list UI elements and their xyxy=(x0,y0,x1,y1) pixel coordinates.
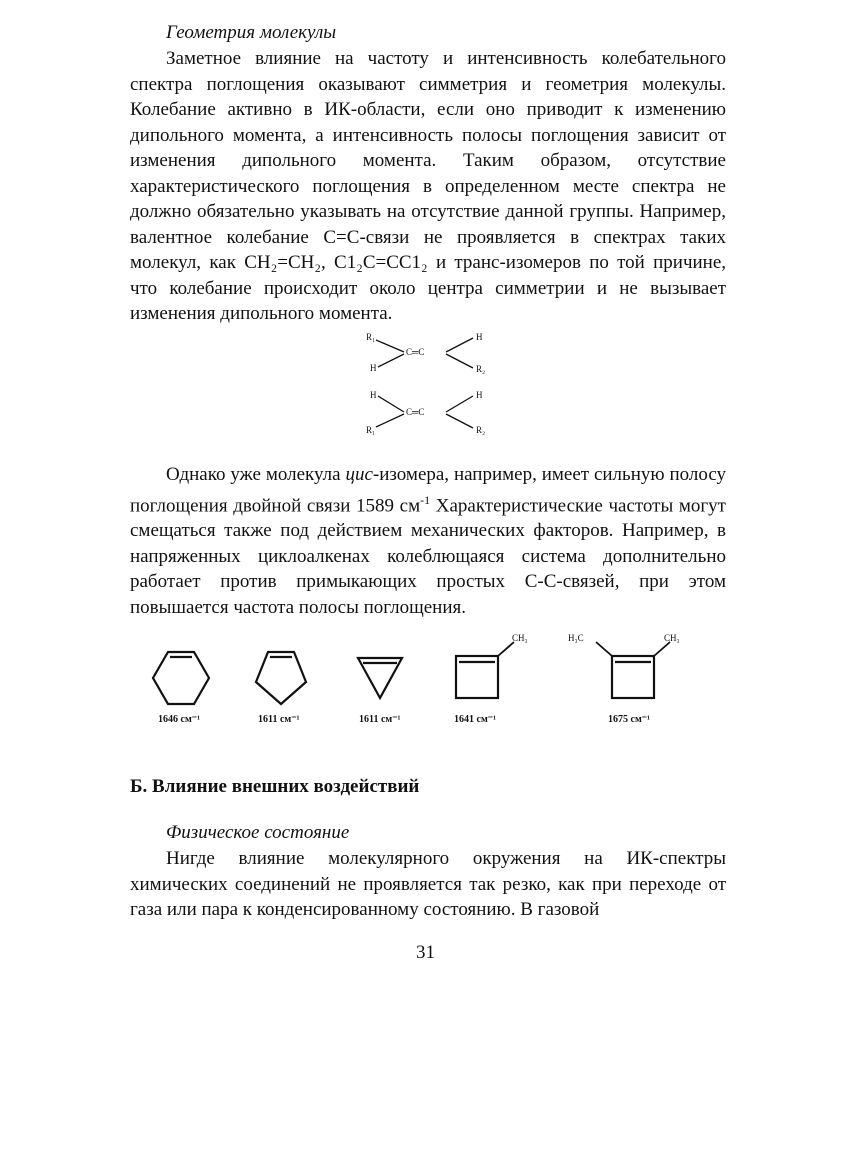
dimethylcyclobutene-h3c-label: H₃C xyxy=(568,633,584,643)
cyclohexene-structure xyxy=(153,652,209,725)
dimethylcyclobutene-ch3-label: CH₃ xyxy=(664,633,680,643)
isomer-bottom-r2-label: R₂ xyxy=(476,425,486,435)
isomer-top-h-right-label: H xyxy=(476,332,483,342)
paragraph-cis-isomer xyxy=(130,462,726,620)
paragraph-physical-state-text: Нигде влияние молекулярного окружения на ИК-спектры химических соединений не проявляется так резко, как при переходе от газа или пара к конденсированному состоянию. В газовой xyxy=(130,848,726,920)
cyclopropene-frequency-label: 1611 см⁻¹ xyxy=(359,714,401,725)
formula-ethylene: CH₂=CH₂, xyxy=(244,252,326,273)
isomer-bottom-h-left-label: H xyxy=(370,390,377,400)
isomer-top-r1-label: R₁ xyxy=(366,332,376,342)
isomer-bottom-h-right-label: H xyxy=(476,390,483,400)
section-title-geometry: Геометрия молекулы xyxy=(166,22,337,43)
section-cis-paragraph xyxy=(130,462,726,620)
paragraph-physical-state xyxy=(130,846,726,923)
cycloalkene-structures-diagram xyxy=(130,630,730,740)
isomer-top-cc-label: C═C xyxy=(406,347,425,357)
formula-dichloroethylene: C1₂C=CC1₂ xyxy=(334,252,428,273)
methylcyclobutene-frequency-label: 1641 см⁻¹ xyxy=(454,714,497,725)
section-title-physical-state: Физическое состояние xyxy=(166,822,350,843)
page-number: 31 xyxy=(416,942,435,963)
paragraph-cis-italic: цис xyxy=(345,464,373,485)
cyclopropene-structure xyxy=(358,658,402,725)
paragraph-geometry-text: Заметное влияние на частоту и интенсивность колебательного спектра поглощения оказывают симметрия и геометрия молекулы. Колебание активно в ИК-области, если оно приводит к изменению дипольного момента, а интенсивность полосы поглощения зависит от изменения дипольного момента. Таким образом, отсутствие характеристического поглощения в определенном месте спектра не должно обязательно указывать на отсутствие данной группы. Например, валентное колебание С=С-связи не проявляется в спектрах таких молекул, как xyxy=(130,48,726,273)
paragraph-cis-sup: -1 xyxy=(420,492,431,507)
paragraph-geometry xyxy=(130,46,726,327)
dimethylcyclobutene-frequency-label: 1675 см⁻¹ xyxy=(608,714,651,725)
cyclopentene-frequency-label: 1611 см⁻¹ xyxy=(258,714,300,725)
cyclohexene-frequency-label: 1646 см⁻¹ xyxy=(158,714,201,725)
cis-isomer-structure xyxy=(366,390,485,435)
isomer-structures-diagram xyxy=(360,326,500,446)
isomer-top-h-left-label: H xyxy=(370,363,377,373)
section-heading-external-effects: Б. Влияние внешних воздействий xyxy=(130,776,420,797)
methylcyclobutene-structure xyxy=(454,633,528,725)
isomer-bottom-cc-label: C═C xyxy=(406,407,425,417)
isomer-top-r2-label: R₂ xyxy=(476,364,486,374)
paragraph-cis-rest: Характеристические частоты могут смещаться также под действием механических факторов. Например, в напряженных циклоалкенах колеблющаяся система дополнительно работает против примыкающих простых С-С-связей, при этом повышается частота полосы поглощения. xyxy=(130,494,726,618)
section-geometry xyxy=(130,22,726,327)
cyclopentene-structure xyxy=(256,652,306,725)
isomer-bottom-r1-label: R₁ xyxy=(366,425,376,435)
trans-isomer-structure xyxy=(366,332,485,374)
dimethylcyclobutene-structure xyxy=(568,633,680,725)
paragraph-geometry-tail: и транс-изомеров по той причине, что колебание происходит около центра симметрии и не вызывает изменения дипольного момента. xyxy=(130,252,727,324)
paragraph-cis-lead: Однако уже молекула xyxy=(166,464,341,485)
methylcyclobutene-ch3-label: CH₃ xyxy=(512,633,528,643)
section-physical-state xyxy=(130,822,726,923)
paragraph-cis-mid: -изомера, например, имеет сильную полосу поглощения двойной связи 1589 см xyxy=(130,464,727,516)
